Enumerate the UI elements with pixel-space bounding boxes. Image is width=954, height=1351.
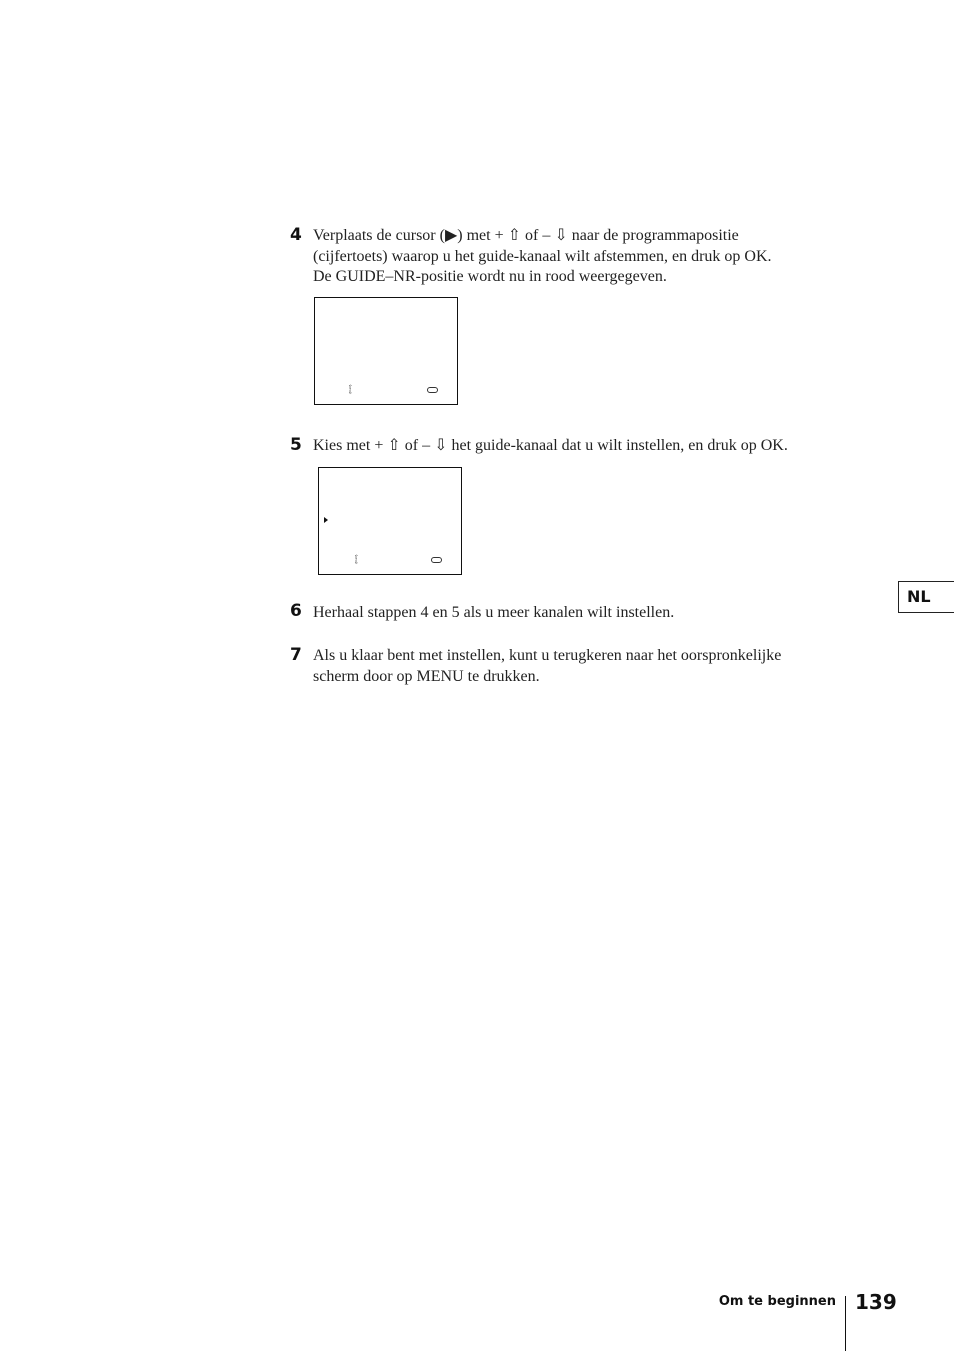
step-text-line: scherm door op MENU te drukken. bbox=[313, 667, 540, 685]
step-text-line: De GUIDE–NR-positie wordt nu in rood weergegeven. bbox=[313, 268, 667, 285]
tv-screen-illustration bbox=[314, 297, 458, 405]
step-number: 5 bbox=[290, 435, 302, 455]
step-text bbox=[313, 646, 853, 687]
tv-screen-illustration bbox=[318, 467, 462, 575]
language-tab: NL bbox=[898, 581, 954, 613]
up-down-arrows-icon: ⇧ ⇩ bbox=[348, 384, 354, 396]
up-down-arrows-icon: ⇧ ⇩ bbox=[354, 554, 360, 566]
step-number: 4 bbox=[290, 225, 302, 245]
step-number: 7 bbox=[290, 645, 302, 665]
ok-button-icon bbox=[427, 387, 438, 393]
step-text bbox=[313, 436, 853, 457]
cursor-arrow-icon bbox=[324, 517, 328, 523]
step-text-line: Verplaats de cursor (▶) met + ⇧ of – ⇩ naar de programmapositie bbox=[313, 227, 739, 244]
step-text-line: Kies met + ⇧ of – ⇩ het guide-kanaal dat u wilt instellen, en druk op OK. bbox=[313, 437, 788, 454]
page-number: 139 bbox=[855, 1290, 897, 1314]
step-number: 6 bbox=[290, 601, 302, 621]
step-text-line: Herhaal stappen 4 en 5 als u meer kanalen wilt instellen. bbox=[313, 604, 675, 621]
footer-divider bbox=[845, 1296, 846, 1351]
step-text-line: (cijfertoets) waarop u het guide-kanaal wilt afstemmen, en druk op OK. bbox=[313, 247, 772, 265]
step-text-line: Als u klaar bent met instellen, kunt u terugkeren naar het oorspronkelijke bbox=[313, 647, 782, 664]
step-text bbox=[313, 226, 853, 288]
ok-button-icon bbox=[431, 557, 442, 563]
step-text bbox=[313, 603, 853, 624]
section-title: Om te beginnen bbox=[718, 1294, 836, 1309]
